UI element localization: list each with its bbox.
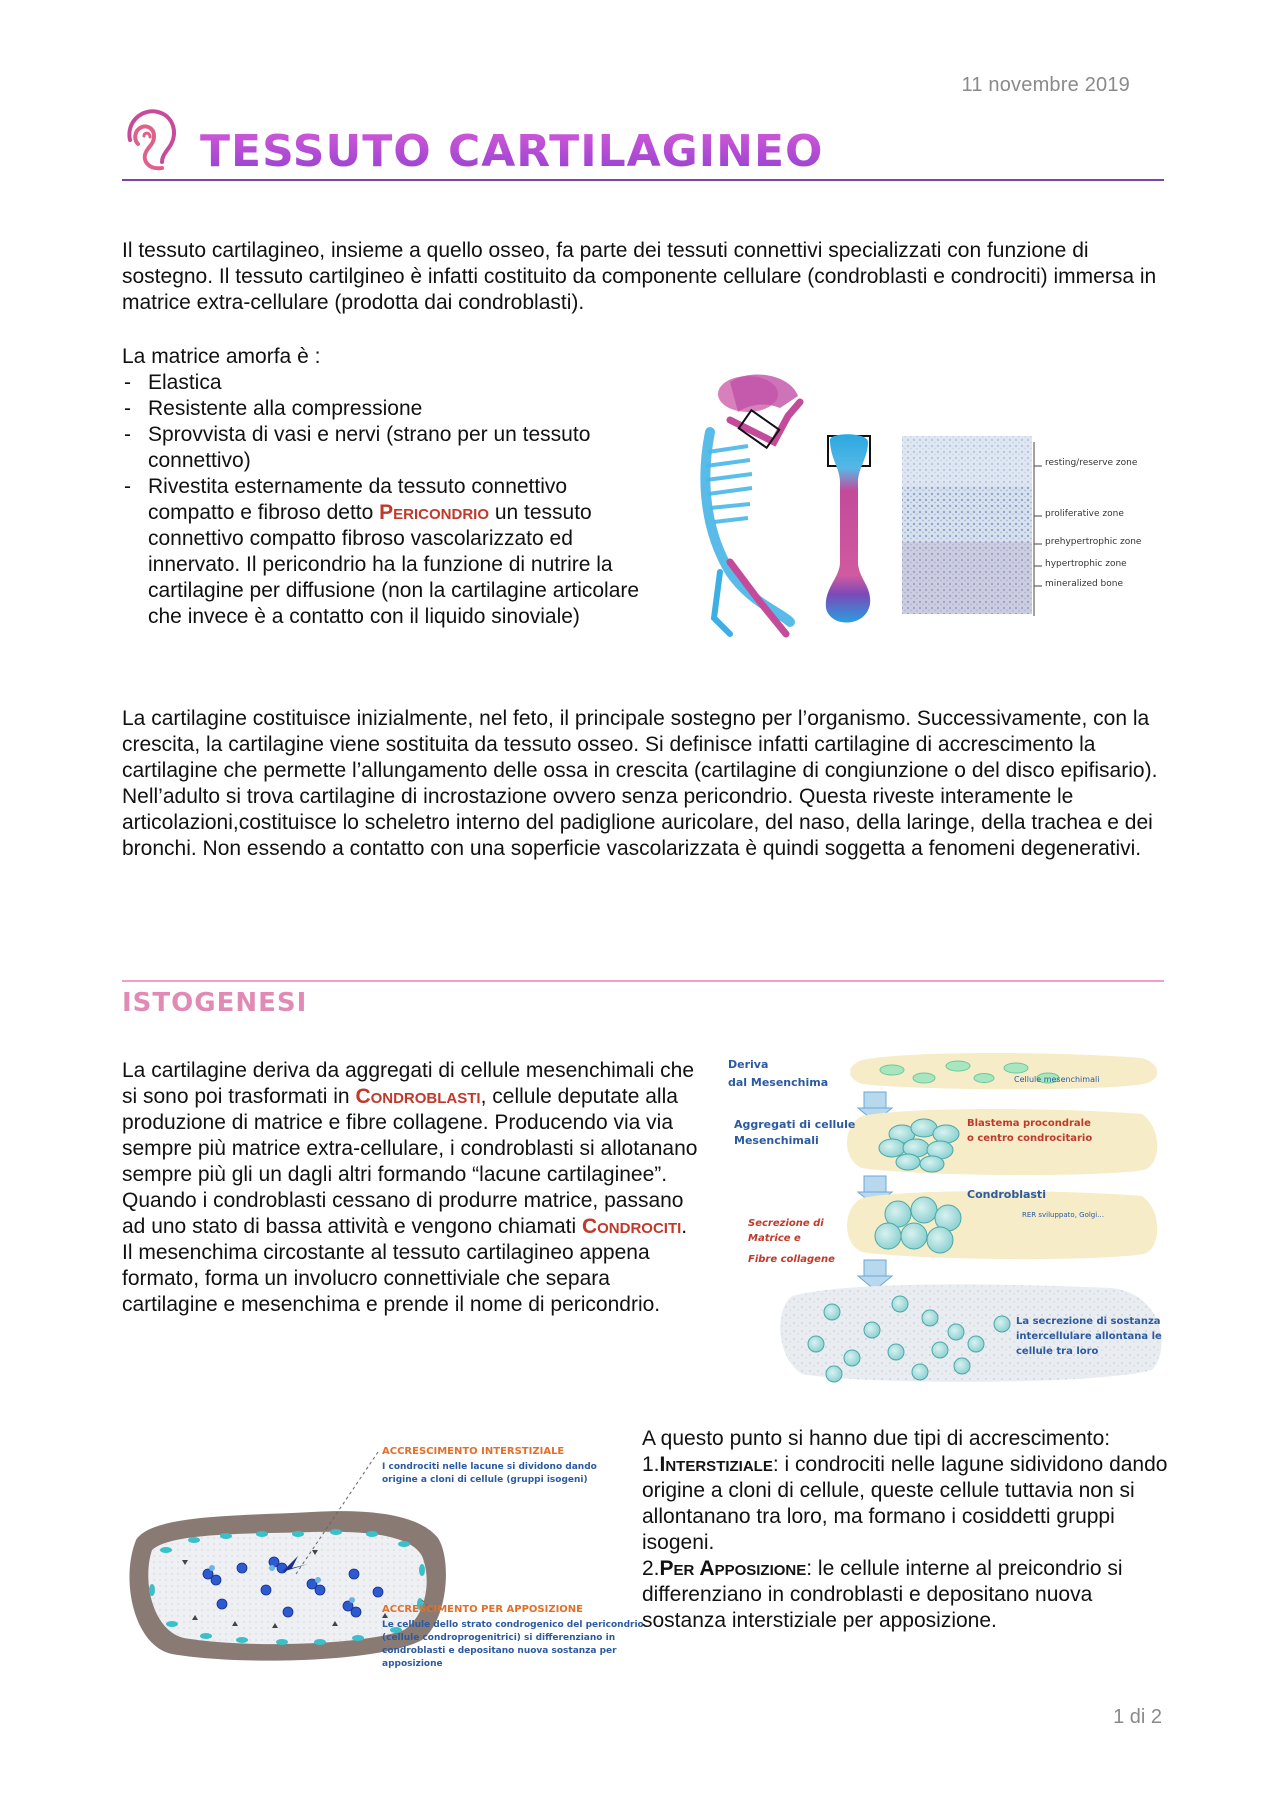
label-app-line-3: condroblasti e depositano nuova sostanza per [382, 1646, 617, 1656]
label-cellule-mesenchimali: Cellule mesenchimali [1014, 1075, 1100, 1084]
accrescimento-item-1 [642, 1452, 1182, 1556]
condroblasti-term: Condroblasti [355, 1085, 481, 1108]
label-dal-mesenchima: dal Mesenchima [728, 1076, 829, 1089]
istogenesi-paragraph [122, 1058, 702, 1318]
label-aggregati-2: Mesenchimali [734, 1134, 819, 1147]
date: 11 novembre 2019 [961, 74, 1130, 96]
page-number: 1 di 2 [1113, 1706, 1162, 1728]
zone-label: hypertrophic zone [1045, 559, 1127, 569]
apposizione-desc: : le cellule interne al preicondrio si differenziano in condroblasti e depositano nuova sostanza interstiziale per apposizione. [642, 1557, 1123, 1632]
istogenesi-text-2: , cellule deputate alla produzione di matrice e fibre collagene. Producendo via via sempre più matrice extra-cellulare, i condroblasti si allotanano sempre più gli un dagli altri formando “lacune cartilaginee”. Quando i condroblasti cessano di produrre matrice, passano ad uno stato di bassa attività e vengono chiamati [122, 1085, 698, 1238]
istogenesi-text-3: . Il mesenchima circostante al tessuto cartilagineo appena formato, forma un involucro connettiviale che separa cartilagine e mesenchima e prende il nome di pericondrio. [122, 1215, 688, 1316]
title-underline [122, 179, 1164, 181]
item-number: 2. [642, 1557, 660, 1580]
zone-label: proliferative zone [1045, 509, 1124, 519]
label-aggregati-1: Aggregati di cellule [734, 1118, 856, 1131]
ear-icon [122, 106, 182, 176]
pericondrio-term: Pericondrio [379, 501, 489, 524]
label-sostanza-1: La secrezione di sostanza [1016, 1316, 1161, 1327]
interstiziale-desc: : i condrociti nelle lagune sidividono dando origine a cloni di cellule, queste cellule tuttavia non si allontanano tra loro, ma formano i cosiddetti gruppi isogeni. [642, 1453, 1168, 1554]
accrescimento-item-2 [642, 1556, 1182, 1634]
label-secrezione-2: Matrice e [748, 1233, 801, 1244]
label-sostanza-2: intercellulare allontana le [1016, 1331, 1162, 1342]
label-rer: RER sviluppato, Golgi… [1022, 1211, 1105, 1219]
condrociti-term: Condrociti [581, 1215, 682, 1238]
item-number: 1. [642, 1453, 660, 1476]
section-divider [122, 980, 1164, 982]
section-title-istogenesi: ISTOGENESI [122, 988, 308, 1018]
interstiziale-term: Interstiziale [659, 1453, 773, 1476]
matrix-heading: La matrice amorfa è : [122, 345, 321, 368]
zone-label: resting/reserve zone [1045, 458, 1138, 468]
growth-paragraph-2: Nell’adulto si trova cartilagine di incrostazione ovvero senza pericondrio. Questa riveste interamente le articolazioni,costituisce lo scheletro interno del padiglione auricolare, del naso, della laringe, della trachea e dei bronchi. Non essendo a contatto con una soperficie vascolarizzata è quindi soggetta a fenomeni degenerativi. [122, 785, 1153, 860]
growth-section [122, 706, 1172, 862]
pericondrio-text-before: Rivestita esternamente da tessuto connettivo compatto e fibroso detto [148, 475, 568, 524]
page-title: TESSUTO CARTILAGINEO [200, 126, 824, 177]
label-sostanza-3: cellule tra loro [1016, 1346, 1099, 1357]
label-secrezione-3: Fibre collagene [748, 1254, 835, 1265]
list-item: - Elastica [122, 370, 642, 396]
label-blastema-1: Blastema procondrale [967, 1118, 1091, 1129]
bone-illustration [826, 434, 870, 622]
matrix-list [122, 370, 642, 630]
list-item: - Sprovvista di vasi e nervi (strano per un tessuto connettivo) [122, 422, 642, 474]
histology-section [902, 436, 1042, 616]
label-blastema-2: o centro condrocitario [967, 1133, 1093, 1144]
label-app-line-1: Le cellule dello strato condrogenico del pericondrio [382, 1620, 644, 1630]
label-app-line-4: apposizione [382, 1659, 443, 1669]
pericondrio-text-after: un tessuto connettivo compatto fibroso vascolarizzato ed innervato. Il pericondrio ha la funzione di nutrire la cartilagine per diffusione (non la cartilagine articolare che invece è a contatto con il liquido sinoviale) [148, 501, 640, 628]
label-deriva: Deriva [728, 1058, 769, 1071]
label-secrezione-1: Secrezione di [748, 1218, 824, 1229]
accrescimento-section [642, 1426, 1182, 1634]
label-app-title: ACCRESCIMENTO PER APPOSIZIONE [382, 1604, 584, 1615]
list-item: - Resistente alla compressione [122, 396, 642, 422]
zone-label: mineralized bone [1045, 579, 1124, 589]
label-app-line-2: (cellule condroprogenitrici) si differenziano in [382, 1633, 616, 1643]
growth-paragraph-1: La cartilagine costituisce inizialmente, nel feto, il principale sostegno per l’organismo. Successivamente, con la crescita, la cartilagine viene sostituita da tessuto osseo. Si definisce infatti cartilagine di accrescimento la cartilagine che permette l’allungamento delle ossa in crescita (cartilagine di congiunzione o del disco epifisario). [122, 707, 1158, 782]
label-int-line-1: I condrociti nelle lacune si dividono dando [382, 1462, 597, 1472]
label-condroblasti: Condroblasti [967, 1188, 1046, 1201]
intro-paragraph: Il tessuto cartilagineo, insieme a quello osseo, fa parte dei tessuti connettivi specializzati con funzione di sostegno. Il tessuto cartilgineo è infatti costituito da componente cellulare (condroblasti e condrociti) immersa in matrice extra-cellulare (prodotta dai condroblasti). [122, 239, 1157, 314]
cartilage-figure-skeleton [690, 372, 1190, 642]
skeleton-illustration [705, 374, 800, 634]
apposizione-term: Per Apposizione [659, 1557, 807, 1580]
zone-label: prehypertrophic zone [1045, 537, 1142, 547]
list-item [122, 474, 642, 630]
matrix-section [122, 344, 642, 630]
istogenesi-text-1: La cartilagine deriva da aggregati di cellule mesenchimali che si sono poi trasformati in [122, 1059, 694, 1108]
label-int-title: ACCRESCIMENTO INTERSTIZIALE [382, 1446, 565, 1457]
accrescimento-intro: A questo punto si hanno due tipi di accrescimento: [642, 1427, 1111, 1450]
label-int-line-2: origine a cloni di cellule (gruppi isogeni) [382, 1475, 588, 1485]
